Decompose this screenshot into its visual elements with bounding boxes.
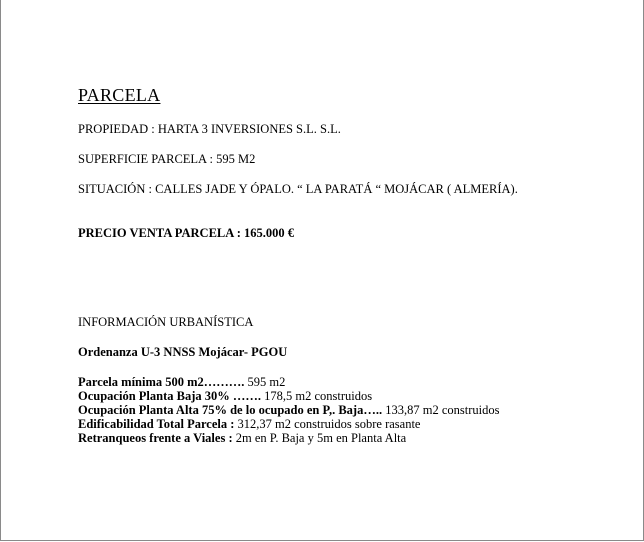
info-urbanistica-heading: INFORMACIÓN URBANÍSTICA (78, 315, 254, 329)
propiedad-line: PROPIEDAD : HARTA 3 INVERSIONES S.L. S.L. (78, 122, 341, 136)
detail-value: 133,87 m2 construidos (382, 403, 500, 417)
detail-label: Ocupación Planta Alta 75% de lo ocupado en P,. Baja….. (78, 403, 383, 417)
detail-label: Parcela mínima 500 m2………. (78, 375, 245, 389)
detail-row (78, 403, 499, 417)
detail-label: Retranqueos frente a Viales : (78, 431, 233, 445)
detail-value: 595 m2 (244, 375, 286, 389)
superficie-line: SUPERFICIE PARCELA : 595 M2 (78, 152, 256, 166)
detail-label: Ocupación Planta Baja 30% ……. (78, 389, 261, 403)
detail-row (78, 431, 406, 445)
detail-value: 312,37 m2 construidos sobre rasante (234, 417, 421, 431)
detail-row (78, 417, 420, 431)
precio-line: PRECIO VENTA PARCELA : 165.000 € (78, 226, 294, 240)
detail-value: 2m en P. Baja y 5m en Planta Alta (232, 431, 407, 445)
detail-value: 178,5 m2 construidos (261, 389, 373, 403)
situacion-line: SITUACIÓN : CALLES JADE Y ÓPALO. “ LA PARATÁ “ MOJÁCAR ( ALMERÍA). (78, 182, 518, 196)
detail-row (78, 389, 372, 403)
ordenanza-line: Ordenanza U-3 NNSS Mojácar- PGOU (78, 345, 288, 359)
detail-label: Edificabilidad Total Parcela : (78, 417, 235, 431)
document-title: PARCELA (78, 85, 161, 105)
detail-row (78, 375, 285, 389)
